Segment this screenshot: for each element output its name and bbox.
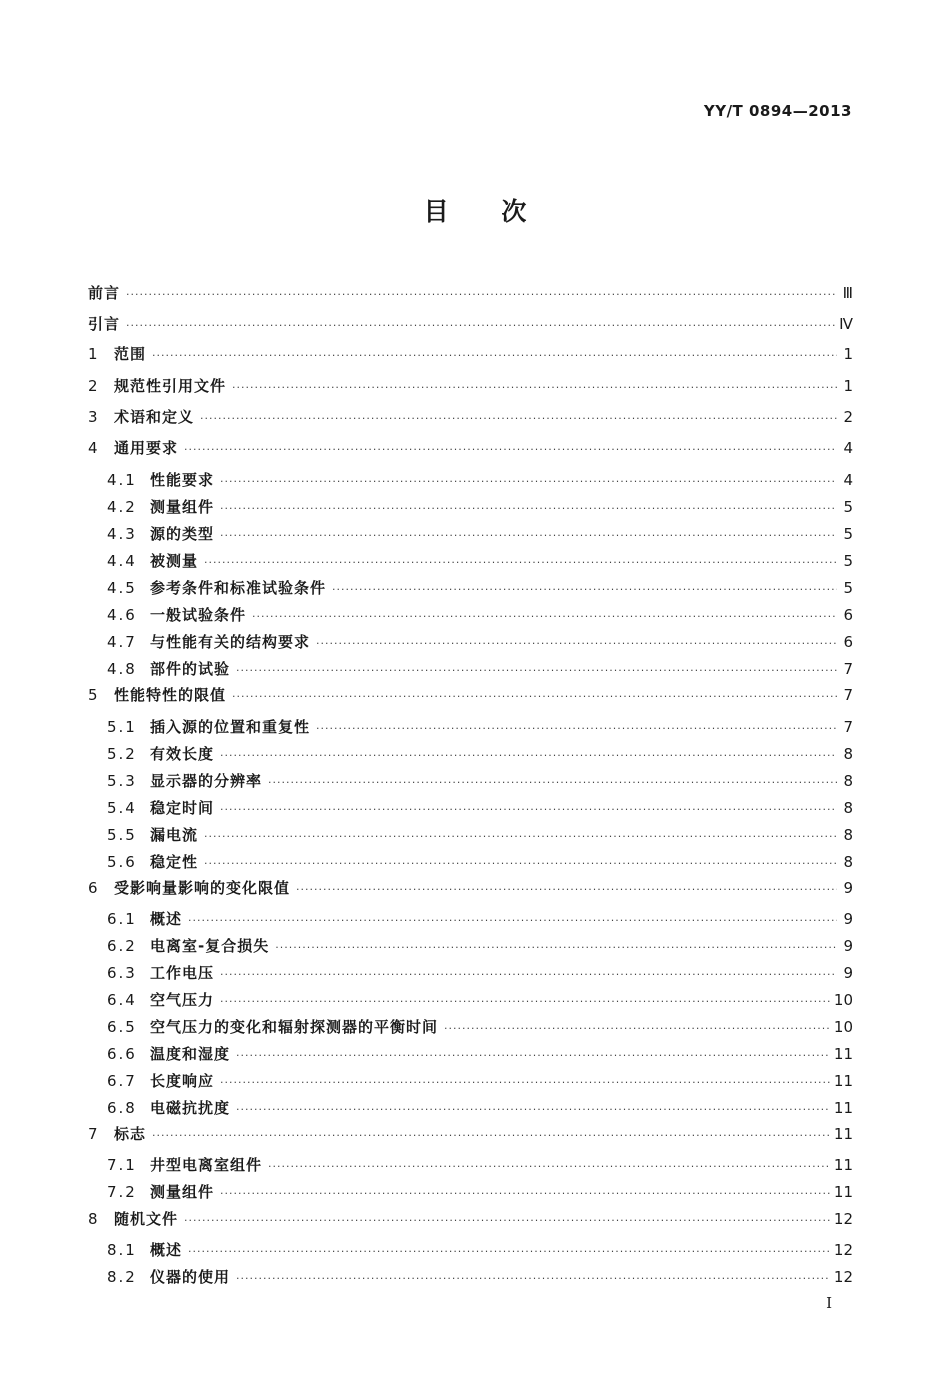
toc-entry [107, 523, 853, 545]
toc-dot-leader [188, 910, 837, 932]
toc-dot-leader [232, 377, 837, 399]
toc-entry-number: 6.6 [107, 1045, 137, 1063]
toc-entry [88, 684, 853, 706]
toc-entry-page: 12 [833, 1268, 853, 1286]
toc-entry [107, 989, 853, 1011]
toc-entry-label: 空气压力的变化和辐射探测器的平衡时间 [150, 1018, 439, 1036]
toc-entry-page: 9 [843, 964, 853, 982]
toc-entry [107, 908, 853, 930]
toc-entry [88, 282, 853, 304]
toc-entry-page: Ⅳ [839, 315, 853, 333]
toc-dot-leader [220, 991, 830, 1013]
toc-entry-number: 4 [88, 439, 100, 457]
toc-entry-number: 5.3 [107, 772, 137, 790]
toc-dot-leader [184, 1210, 830, 1232]
toc-entry-page: 1 [843, 377, 853, 395]
standard-code: YY/T 0894—2013 [703, 102, 852, 120]
toc-entry-label: 性能特性的限值 [114, 686, 227, 704]
toc-entry-number: 1 [88, 345, 100, 363]
toc-entry-label: 范围 [114, 345, 147, 363]
toc-entry-page: 10 [833, 1018, 853, 1036]
toc-entry-label: 规范性引用文件 [114, 377, 227, 395]
toc-entry-label: 概述 [150, 910, 183, 928]
toc-entry [107, 1043, 853, 1065]
toc-entry [107, 962, 853, 984]
toc-entry-label: 前言 [88, 284, 121, 302]
toc-entry-label: 参考条件和标准试验条件 [150, 579, 327, 597]
toc-entry-number: 4.6 [107, 606, 137, 624]
toc-dot-leader [296, 879, 837, 901]
toc-entry-page: 11 [833, 1072, 853, 1090]
toc-entry-page: 12 [833, 1241, 853, 1259]
toc-entry-page: Ⅲ [842, 284, 853, 302]
toc-entry-page: 5 [843, 579, 853, 597]
toc-entry-page: 9 [843, 910, 853, 928]
toc-entry [107, 577, 853, 599]
toc-entry-number: 8.2 [107, 1268, 137, 1286]
page-title: 目 次 [423, 197, 527, 226]
toc-dot-leader [220, 799, 837, 821]
toc-entry-page: 8 [843, 853, 853, 871]
toc-entry-page: 11 [833, 1156, 853, 1174]
toc-entry-page: 5 [843, 552, 853, 570]
toc-entry [88, 406, 853, 428]
toc-entry-number: 7.2 [107, 1183, 137, 1201]
toc-entry-page: 7 [843, 660, 853, 678]
toc-dot-leader [204, 853, 837, 875]
toc-dot-leader [316, 718, 837, 740]
toc-dot-leader [236, 1099, 830, 1121]
toc-entry-label: 稳定性 [150, 853, 199, 871]
toc-entry-label: 空气压力 [150, 991, 215, 1009]
toc-entry-label: 仪器的使用 [150, 1268, 231, 1286]
toc-dot-leader [200, 408, 837, 430]
toc-dot-leader [252, 606, 837, 628]
toc-entry-page: 7 [843, 718, 853, 736]
toc-dot-leader [236, 1268, 830, 1290]
toc-entry [107, 1154, 853, 1176]
toc-entry-number: 8 [88, 1210, 100, 1228]
toc-entry-page: 4 [843, 439, 853, 457]
toc-entry-page: 8 [843, 826, 853, 844]
toc-entry-page: 11 [833, 1183, 853, 1201]
toc-entry [88, 877, 853, 899]
toc-entry-page: 2 [843, 408, 853, 426]
toc-entry [107, 1266, 853, 1288]
toc-dot-leader [236, 1045, 830, 1067]
toc-entry-number: 5.2 [107, 745, 137, 763]
toc-dot-leader [232, 686, 837, 708]
toc-entry-number: 5.6 [107, 853, 137, 871]
toc-entry-label: 概述 [150, 1241, 183, 1259]
toc-entry [107, 935, 853, 957]
toc-entry-number: 4.7 [107, 633, 137, 651]
toc-entry-label: 插入源的位置和重复性 [150, 718, 311, 736]
toc-dot-leader [184, 439, 837, 461]
toc-entry-label: 电离室-复合损失 [150, 937, 270, 955]
toc-entry-number: 8.1 [107, 1241, 137, 1259]
toc-entry-page: 11 [833, 1125, 853, 1143]
toc-entry-number: 5.4 [107, 799, 137, 817]
toc-dot-leader [275, 937, 837, 959]
toc-entry-page: 5 [843, 498, 853, 516]
toc-entry-number: 4.8 [107, 660, 137, 678]
toc-dot-leader [220, 1183, 830, 1205]
toc-entry-number: 6.2 [107, 937, 137, 955]
toc-entry [107, 1181, 853, 1203]
toc-entry-label: 漏电流 [150, 826, 199, 844]
toc-entry-page: 6 [843, 606, 853, 624]
toc-entry-label: 显示器的分辨率 [150, 772, 263, 790]
toc-entry-label: 一般试验条件 [150, 606, 247, 624]
toc-entry-number: 6.4 [107, 991, 137, 1009]
toc-entry [107, 631, 853, 653]
page-number: I [826, 1294, 832, 1312]
toc-entry-number: 5 [88, 686, 100, 704]
toc-entry-number: 5.5 [107, 826, 137, 844]
toc-entry-page: 4 [843, 471, 853, 489]
toc-entry-label: 通用要求 [114, 439, 179, 457]
toc-dot-leader [152, 345, 837, 367]
toc-entry-page: 6 [843, 633, 853, 651]
toc-entry-number: 2 [88, 377, 100, 395]
toc-dot-leader [126, 315, 835, 337]
toc-dot-leader [332, 579, 837, 601]
toc-entry [107, 1097, 853, 1119]
toc-entry-number: 6.1 [107, 910, 137, 928]
toc-entry-label: 工作电压 [150, 964, 215, 982]
toc-entry [107, 658, 853, 680]
toc-dot-leader [204, 826, 837, 848]
toc-entry [88, 1208, 853, 1230]
toc-entry-number: 4.1 [107, 471, 137, 489]
toc-entry [107, 550, 853, 572]
toc-entry-label: 被测量 [150, 552, 199, 570]
toc-entry-label: 标志 [114, 1125, 147, 1143]
toc-entry-number: 7.1 [107, 1156, 137, 1174]
toc-dot-leader [126, 284, 837, 306]
toc-entry [107, 824, 853, 846]
toc-dot-leader [236, 660, 837, 682]
toc-entry-label: 电磁抗扰度 [150, 1099, 231, 1117]
toc-dot-leader [220, 498, 837, 520]
toc-entry-page: 11 [833, 1045, 853, 1063]
toc-entry-number: 6 [88, 879, 100, 897]
toc-entry-label: 井型电离室组件 [150, 1156, 263, 1174]
toc-entry-label: 与性能有关的结构要求 [150, 633, 311, 651]
toc-entry-label: 源的类型 [150, 525, 215, 543]
toc-entry-page: 11 [833, 1099, 853, 1117]
toc-dot-leader [316, 633, 837, 655]
toc-dot-leader [444, 1018, 830, 1040]
toc-entry-label: 有效长度 [150, 745, 215, 763]
toc-entry-label: 受影响量影响的变化限值 [114, 879, 291, 897]
toc-entry [107, 469, 853, 491]
toc-entry-page: 9 [843, 937, 853, 955]
toc-entry-page: 1 [843, 345, 853, 363]
toc-entry [107, 604, 853, 626]
toc-dot-leader [220, 525, 837, 547]
toc-dot-leader [268, 772, 837, 794]
toc-dot-leader [188, 1241, 830, 1263]
toc-entry [107, 770, 853, 792]
toc-entry-page: 8 [843, 745, 853, 763]
toc-dot-leader [220, 471, 837, 493]
toc-entry [88, 313, 853, 335]
toc-dot-leader [152, 1125, 830, 1147]
toc-dot-leader [268, 1156, 830, 1178]
toc-entry-page: 10 [833, 991, 853, 1009]
toc-entry-page: 8 [843, 772, 853, 790]
toc-entry-number: 6.5 [107, 1018, 137, 1036]
toc-entry-label: 稳定时间 [150, 799, 215, 817]
toc-entry-page: 8 [843, 799, 853, 817]
toc-entry [107, 743, 853, 765]
toc-entry [107, 716, 853, 738]
toc-dot-leader [220, 1072, 830, 1094]
toc-entry-page: 12 [833, 1210, 853, 1228]
toc-entry-label: 部件的试验 [150, 660, 231, 678]
toc-entry [88, 1123, 853, 1145]
toc-entry [88, 343, 853, 365]
toc-entry-page: 5 [843, 525, 853, 543]
toc-entry-label: 温度和湿度 [150, 1045, 231, 1063]
toc-dot-leader [220, 745, 837, 767]
toc-entry [107, 851, 853, 873]
toc-entry-number: 5.1 [107, 718, 137, 736]
toc-entry-label: 随机文件 [114, 1210, 179, 1228]
toc-entry [107, 797, 853, 819]
toc-entry-label: 测量组件 [150, 498, 215, 516]
toc-entry-number: 4.5 [107, 579, 137, 597]
toc-entry-number: 6.8 [107, 1099, 137, 1117]
toc-entry-label: 术语和定义 [114, 408, 195, 426]
toc-entry-number: 6.3 [107, 964, 137, 982]
toc-entry-label: 测量组件 [150, 1183, 215, 1201]
toc-entry-number: 4.4 [107, 552, 137, 570]
toc-entry-page: 9 [843, 879, 853, 897]
toc-entry [107, 1070, 853, 1092]
toc-entry-number: 7 [88, 1125, 100, 1143]
toc-dot-leader [220, 964, 837, 986]
toc-entry-number: 4.2 [107, 498, 137, 516]
toc-entry [107, 496, 853, 518]
toc-entry-number: 4.3 [107, 525, 137, 543]
toc-entry [107, 1239, 853, 1261]
toc-entry-label: 引言 [88, 315, 121, 333]
toc-entry [88, 375, 853, 397]
toc-entry [107, 1016, 853, 1038]
toc-entry-number: 6.7 [107, 1072, 137, 1090]
toc-entry-label: 性能要求 [150, 471, 215, 489]
toc-entry-number: 3 [88, 408, 100, 426]
toc-entry-label: 长度响应 [150, 1072, 215, 1090]
toc-entry-page: 7 [843, 686, 853, 704]
toc-dot-leader [204, 552, 837, 574]
toc-entry [88, 437, 853, 459]
